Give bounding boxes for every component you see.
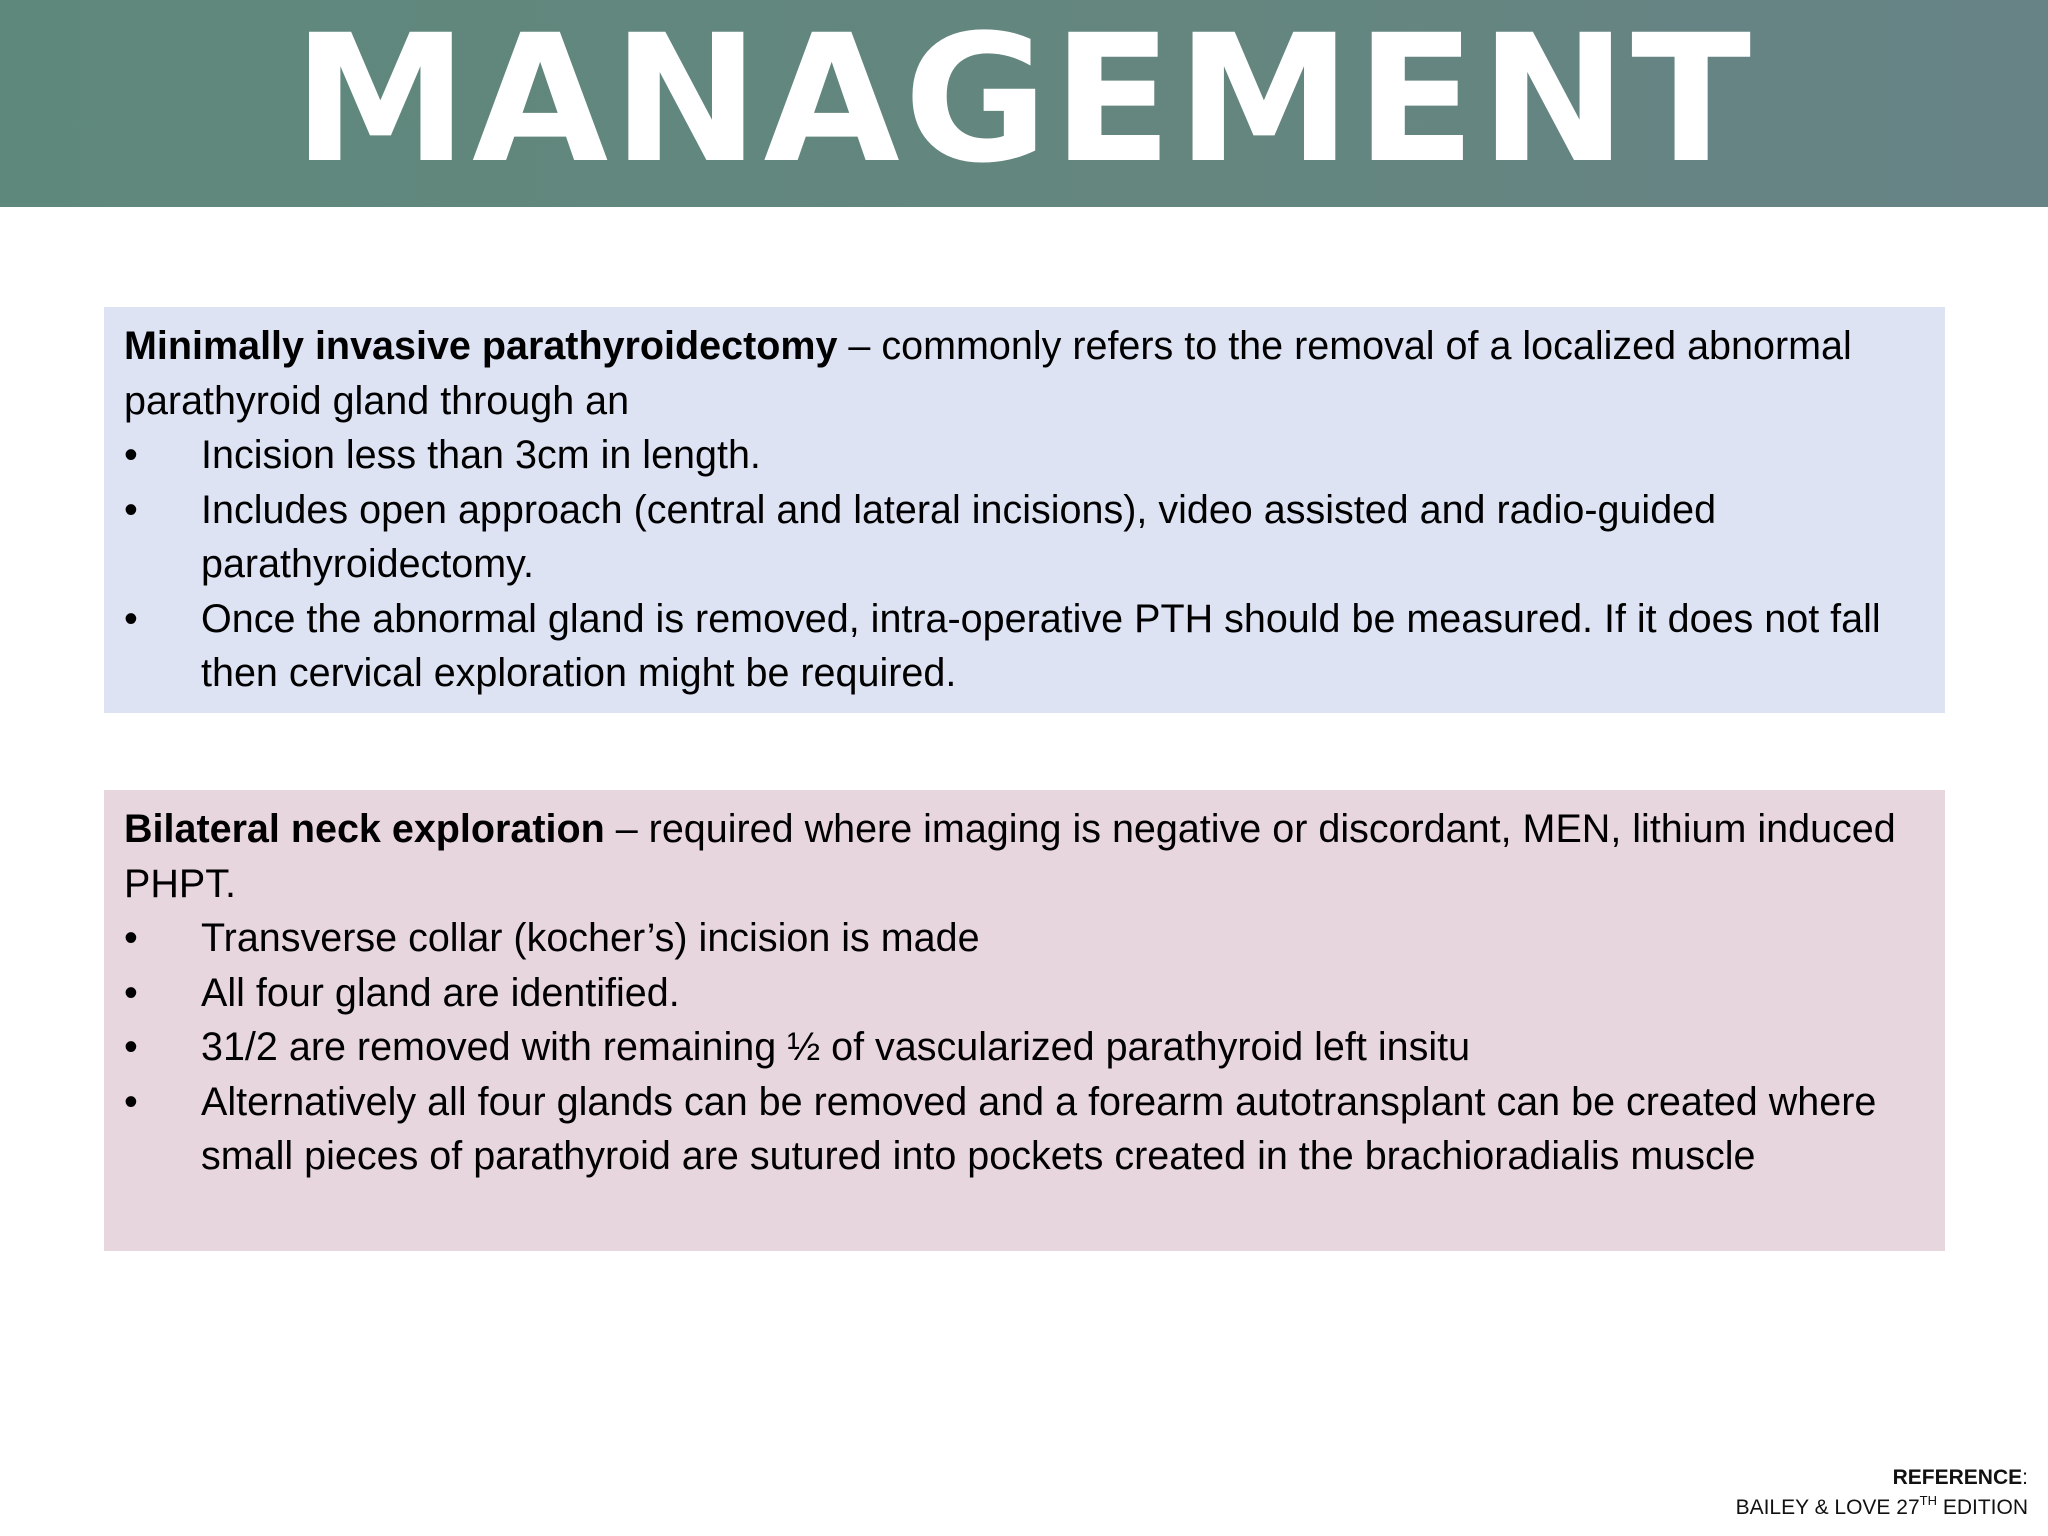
title-bar bbox=[0, 0, 2048, 207]
list-item bbox=[124, 1020, 1925, 1075]
reference-source-suffix: EDITION bbox=[1936, 1496, 2028, 1519]
list-item-text: Incision less than 3cm in length. bbox=[201, 433, 761, 477]
list-item bbox=[124, 966, 1925, 1021]
minimally-invasive-heading: Minimally invasive parathyroidectomy bbox=[124, 324, 838, 368]
page-title: MANAGEMENT bbox=[292, 0, 1756, 202]
minimally-invasive-bullet-list bbox=[124, 428, 1925, 701]
bilateral-exploration-section bbox=[104, 790, 1945, 1251]
minimally-invasive-section bbox=[104, 307, 1945, 713]
reference-label-line bbox=[1736, 1463, 2028, 1493]
bullet-icon: • bbox=[124, 433, 138, 477]
bilateral-intro bbox=[124, 802, 1925, 911]
list-item-text: Once the abnormal gland is removed, intra-operative PTH should be measured. If it does not fall then cervical exploration might be required. bbox=[201, 596, 1881, 695]
list-item bbox=[124, 592, 1925, 701]
reference-source-prefix: BAILEY & LOVE 27 bbox=[1735, 1496, 1920, 1519]
bullet-icon: • bbox=[124, 1025, 138, 1069]
bilateral-intro-text: – required where imaging is negative or discordant, MEN, lithium induced PHPT. bbox=[124, 807, 1896, 906]
bilateral-bullet-list bbox=[124, 911, 1925, 1184]
bullet-icon: • bbox=[124, 596, 138, 641]
list-item bbox=[124, 483, 1925, 592]
reference-source-superscript: TH bbox=[1919, 1493, 1937, 1508]
reference-note bbox=[1736, 1463, 2028, 1523]
minimally-invasive-intro-text: – commonly refers to the removal of a localized abnormal parathyroid gland through an bbox=[124, 324, 1852, 423]
list-item bbox=[124, 1075, 1925, 1184]
bullet-icon: • bbox=[124, 916, 138, 960]
bullet-icon: • bbox=[124, 970, 138, 1015]
list-item-text: 31/2 are removed with remaining ½ of vascularized parathyroid left insitu bbox=[201, 1025, 1471, 1069]
reference-label: REFERENCE bbox=[1892, 1466, 2023, 1489]
bilateral-heading: Bilateral neck exploration bbox=[124, 807, 605, 851]
reference-source bbox=[1736, 1493, 2028, 1523]
bullet-icon: • bbox=[124, 487, 138, 532]
minimally-invasive-intro bbox=[124, 319, 1925, 428]
list-item-text: Includes open approach (central and lateral incisions), video assisted and radio-guided parathyroidectomy. bbox=[201, 487, 1717, 586]
list-item-text: All four gland are identified. bbox=[201, 970, 680, 1015]
reference-colon: : bbox=[2022, 1466, 2028, 1489]
list-item bbox=[124, 428, 1925, 483]
list-item bbox=[124, 911, 1925, 966]
list-item-text: Alternatively all four glands can be removed and a forearm autotransplant can be created where small pieces of parathyroid are sutured into pockets created in the brachioradialis muscle bbox=[201, 1079, 1877, 1178]
bullet-icon: • bbox=[124, 1079, 138, 1124]
list-item-text: Transverse collar (kocher’s) incision is made bbox=[201, 916, 980, 960]
